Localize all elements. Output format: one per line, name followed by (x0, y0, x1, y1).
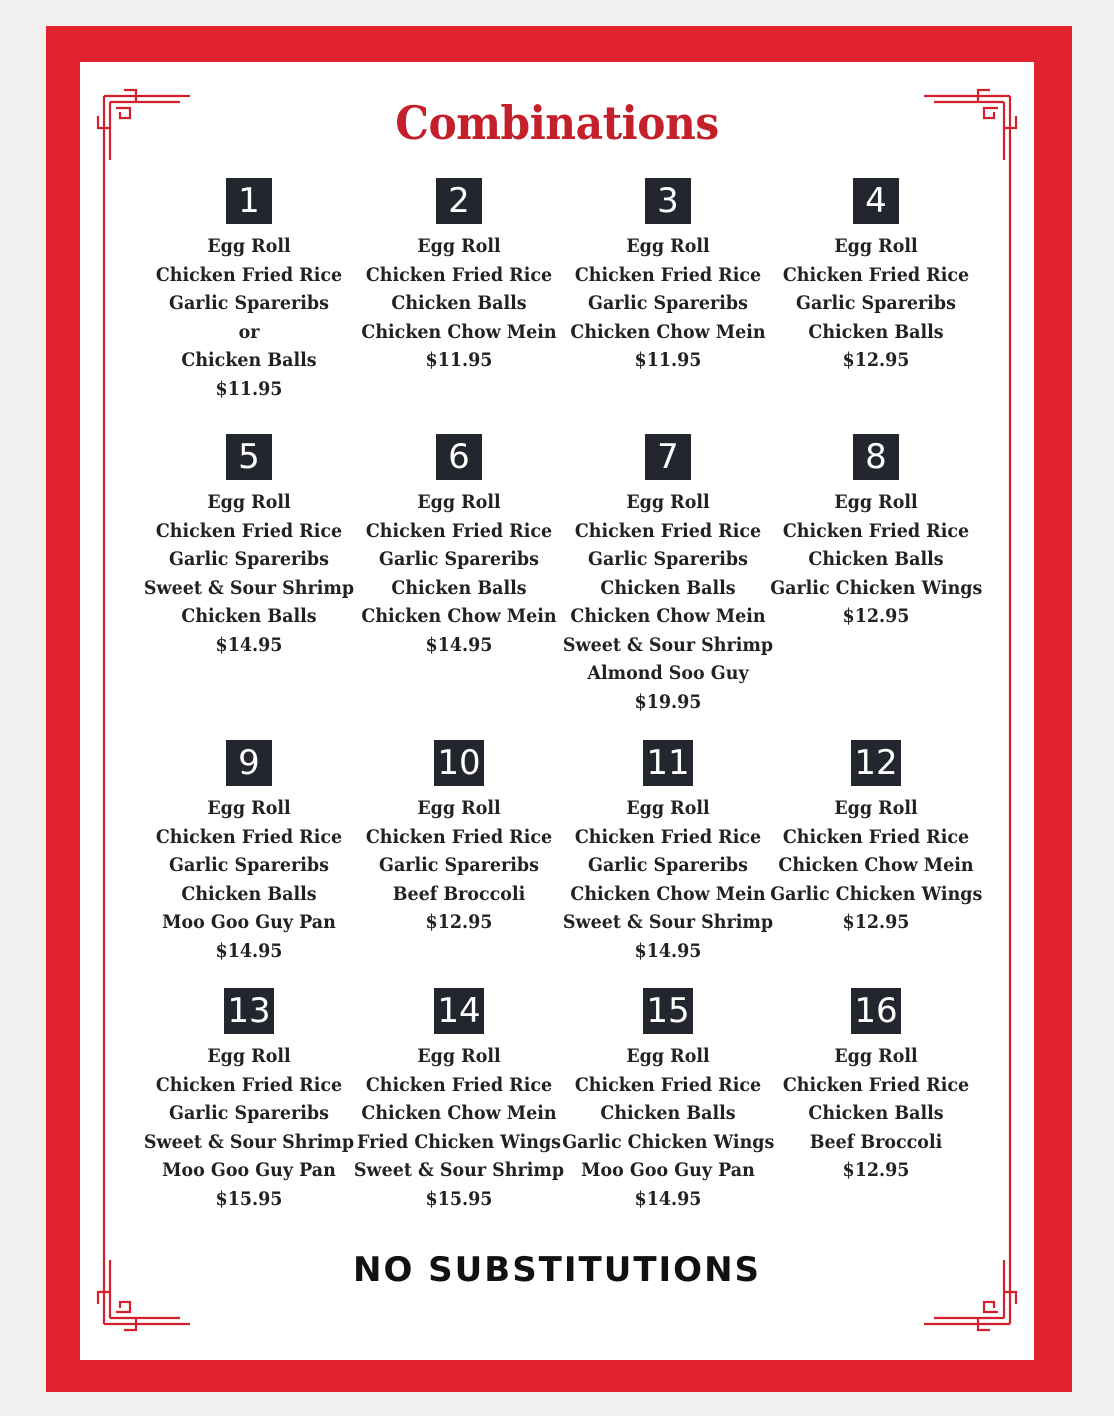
combo-item-list (143, 488, 355, 659)
combo-number-badge: 5 (226, 434, 272, 480)
combo-item: Chicken Fried Rice (782, 519, 970, 542)
combo-15 (553, 988, 783, 1213)
combo-item-list (770, 1042, 982, 1185)
combo-price: $11.95 (215, 377, 283, 400)
combo-16 (761, 988, 991, 1185)
combo-item: Garlic Spareribs (588, 548, 748, 570)
combo-price: $12.95 (842, 911, 910, 933)
combo-item: Chicken Fried Rice (365, 825, 553, 848)
combo-number-badge: 10 (434, 740, 483, 786)
combo-item: Fried Chicken Wings (356, 1130, 562, 1153)
combo-item: Almond Soo Guy (587, 662, 749, 684)
combo-item: Egg Roll (417, 797, 501, 819)
combo-item: Sweet & Sour Shrimp (562, 633, 774, 656)
combo-item: Chicken Chow Mein (570, 605, 766, 627)
combo-price: $15.95 (215, 1187, 283, 1210)
combo-item-list (770, 794, 982, 937)
combo-item: Chicken Fried Rice (365, 1073, 553, 1096)
combo-item: Sweet & Sour Shrimp (353, 1159, 565, 1181)
combo-13 (134, 988, 364, 1213)
combo-item-list (143, 232, 355, 403)
combo-item: Chicken Chow Mein (361, 1102, 557, 1124)
combo-item-list (770, 488, 982, 631)
combo-item: Chicken Chow Mein (570, 882, 766, 905)
combo-3 (553, 178, 783, 375)
combo-item: Chicken Fried Rice (782, 263, 970, 286)
combo-item: Garlic Spareribs (379, 854, 539, 876)
combo-10 (344, 740, 574, 937)
combo-price: $12.95 (842, 605, 910, 627)
combo-number-badge: 4 (853, 178, 899, 224)
combo-item-list (143, 1042, 355, 1213)
combo-item: Moo Goo Guy Pan (162, 911, 336, 933)
combo-item: Beef Broccoli (809, 1130, 943, 1153)
combo-number-badge: 6 (436, 434, 482, 480)
combo-item: Moo Goo Guy Pan (162, 1159, 336, 1181)
combo-item: Chicken Fried Rice (574, 1073, 762, 1096)
combo-item: Egg Roll (834, 797, 918, 819)
combo-item: Chicken Balls (181, 882, 317, 905)
combo-item: Chicken Balls (600, 1102, 736, 1124)
combo-price: $19.95 (634, 690, 702, 713)
combo-number-badge: 2 (436, 178, 482, 224)
combo-item-list (562, 794, 774, 965)
combo-12 (761, 740, 991, 937)
combo-item: Chicken Fried Rice (155, 1073, 343, 1096)
combo-item: Egg Roll (207, 1045, 291, 1067)
combo-item: Garlic Chicken Wings (562, 1130, 775, 1153)
combo-item: Chicken Fried Rice (155, 263, 343, 286)
combo-2 (344, 178, 574, 375)
combo-price: $14.95 (634, 1187, 702, 1210)
combo-item: Chicken Fried Rice (782, 1073, 970, 1096)
combo-4 (761, 178, 991, 375)
combo-item: Chicken Chow Mein (778, 854, 974, 876)
combo-11 (553, 740, 783, 965)
combo-item-list (562, 232, 774, 375)
combo-price: $12.95 (842, 349, 910, 371)
combo-item: Egg Roll (626, 1045, 710, 1067)
combo-item: Egg Roll (207, 235, 291, 257)
combo-number-badge: 7 (645, 434, 691, 480)
combo-price: $15.95 (425, 1187, 493, 1210)
combo-item-list (353, 488, 565, 659)
combo-item: Chicken Balls (181, 605, 317, 627)
combo-item: Garlic Spareribs (588, 854, 748, 876)
combo-item: Moo Goo Guy Pan (581, 1159, 755, 1181)
combo-item: Egg Roll (207, 491, 291, 513)
combo-item-list (562, 1042, 774, 1213)
combo-price: $14.95 (425, 633, 493, 656)
combo-item-list (143, 794, 355, 965)
combo-item: Chicken Chow Mein (361, 605, 557, 627)
combo-price: $12.95 (425, 911, 493, 933)
combo-item: Egg Roll (626, 797, 710, 819)
combo-number-badge: 3 (645, 178, 691, 224)
combo-item: Egg Roll (626, 235, 710, 257)
combo-item: Egg Roll (626, 491, 710, 513)
combo-item: Chicken Fried Rice (155, 825, 343, 848)
combo-item: Sweet & Sour Shrimp (562, 911, 774, 933)
combo-5 (134, 434, 364, 659)
combo-item: Chicken Fried Rice (365, 519, 553, 542)
combo-item: Garlic Spareribs (588, 292, 748, 314)
combo-price: $14.95 (215, 939, 283, 962)
combo-number-badge: 9 (226, 740, 272, 786)
combo-item: Garlic Spareribs (796, 292, 956, 314)
combo-item: Garlic Spareribs (169, 292, 329, 314)
combo-8 (761, 434, 991, 631)
combo-item: Egg Roll (207, 797, 291, 819)
combo-number-badge: 16 (851, 988, 900, 1034)
combo-9 (134, 740, 364, 965)
combo-price: $14.95 (215, 633, 283, 656)
combo-item: Egg Roll (834, 1045, 918, 1067)
combo-price: $14.95 (634, 939, 702, 962)
no-substitutions-note: NO SUBSTITUTIONS (352, 1250, 762, 1290)
combo-7 (553, 434, 783, 716)
combo-item: Chicken Balls (181, 349, 317, 371)
combo-number-badge: 11 (643, 740, 692, 786)
combo-price: $11.95 (634, 349, 702, 371)
combo-item: Chicken Fried Rice (365, 263, 553, 286)
combo-item: Beef Broccoli (392, 882, 526, 905)
combo-item: Garlic Spareribs (169, 548, 329, 570)
combo-item: Chicken Balls (808, 320, 944, 343)
combo-item: Chicken Fried Rice (782, 825, 970, 848)
combo-number-badge: 14 (434, 988, 483, 1034)
combo-item: Chicken Chow Mein (361, 320, 557, 343)
combo-price: $12.95 (842, 1159, 910, 1181)
combo-number-badge: 8 (853, 434, 899, 480)
combo-item: Egg Roll (417, 491, 501, 513)
combo-14 (344, 988, 574, 1213)
combo-6 (344, 434, 574, 659)
combo-item-list (562, 488, 774, 716)
combo-item-list (353, 794, 565, 937)
combo-item: Chicken Balls (808, 548, 944, 570)
combo-item: Chicken Balls (391, 292, 527, 314)
combo-item: Chicken Balls (391, 576, 527, 599)
combo-number-badge: 15 (643, 988, 692, 1034)
combo-number-badge: 12 (851, 740, 900, 786)
combo-number-badge: 13 (224, 988, 273, 1034)
combo-item: Chicken Balls (600, 576, 736, 599)
combo-1 (134, 178, 364, 403)
combo-item: or (238, 320, 260, 343)
combo-item: Garlic Chicken Wings (770, 576, 983, 599)
combo-price: $11.95 (425, 349, 493, 371)
combo-item: Sweet & Sour Shrimp (143, 576, 355, 599)
combo-item: Garlic Spareribs (169, 1102, 329, 1124)
combo-item-list (353, 1042, 565, 1213)
combo-item: Egg Roll (834, 491, 918, 513)
combo-item: Chicken Fried Rice (574, 263, 762, 286)
combo-item: Sweet & Sour Shrimp (143, 1130, 355, 1153)
combo-item: Chicken Chow Mein (570, 320, 766, 343)
combo-item: Chicken Balls (808, 1102, 944, 1124)
combo-item: Egg Roll (417, 1045, 501, 1067)
combo-item: Egg Roll (834, 235, 918, 257)
combo-item: Garlic Spareribs (379, 548, 539, 570)
combo-item-list (770, 232, 982, 375)
menu-title: Combinations (395, 96, 719, 150)
combo-item-list (353, 232, 565, 375)
combo-item: Garlic Spareribs (169, 854, 329, 876)
combo-item: Chicken Fried Rice (574, 825, 762, 848)
combo-item: Garlic Chicken Wings (770, 882, 983, 905)
combo-item: Chicken Fried Rice (155, 519, 343, 542)
combo-item: Egg Roll (417, 235, 501, 257)
combo-item: Chicken Fried Rice (574, 519, 762, 542)
combo-number-badge: 1 (226, 178, 272, 224)
